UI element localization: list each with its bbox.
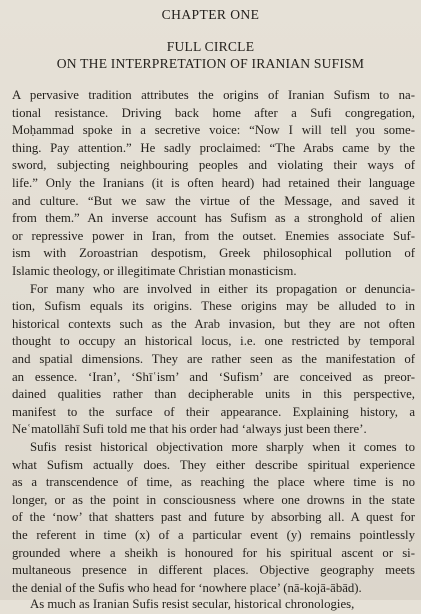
paragraph-1-line: from them.” An inverse account has Sufism as a stronghold of alien — [12, 211, 415, 225]
paragraph-3-line: what Sufism actually does. They either describe spiritual experience — [12, 458, 415, 472]
paragraph-2-line: manifest to the surface of their appearance. Explaining history, a — [12, 405, 415, 419]
paragraph-3-line: the referent in time (x) of a particular event (y) remains pointlessly — [12, 528, 415, 542]
paragraph-2-line: an essence. ‘Iran’, ‘Shīʿism’ and ‘Sufism’ are conceived as preor- — [12, 370, 415, 384]
paragraph-2-line: For many who are involved in either its propagation or denuncia- — [30, 282, 415, 296]
chapter-title-line-1: FULL CIRCLE — [166, 39, 255, 54]
paragraph-1-line: Islamic theology, or illegitimate Christian monasticism. — [12, 264, 297, 278]
paragraph-2-line: and spatial dimensions. They are rather seen as the manifestation of — [12, 352, 415, 366]
paragraph-1-line: life.” Only the Iranians (it is often heard) had retained their language — [12, 176, 415, 190]
paragraph-2-line: dained qualities rather than decipherable units in this perspective, — [12, 387, 415, 401]
paragraph-3-line: the denial of the Sufis who head for ‘nowhere place’ (nā-kojā-ābād). — [12, 581, 362, 595]
paragraph-4-line: As much as Iranian Sufis resist secular, historical chronologies, — [30, 597, 355, 611]
paragraph-3-line: grounded where a sheikh is honoured for his spiritual ascent or si- — [12, 546, 415, 560]
paragraph-1-line: sword, subjecting neighbouring peoples and violating their ways of — [12, 158, 415, 172]
paragraph-2-line: Neʿmatollāhī Sufi told me that his order had ‘always just been there’. — [12, 422, 367, 436]
chapter-label: CHAPTER ONE — [161, 7, 260, 22]
paragraph-3-line: multaneous presence in different places. Objective geography meets — [12, 563, 415, 577]
paragraph-1-line: ism with Zoroastrian despotism, Greek philosophical pollution of — [12, 246, 415, 260]
paragraph-3-line: as a transcendence of time, as reaching the place where time is no — [12, 475, 415, 489]
paragraph-1-line: or repressive power in Iran, from the outset. Enemies associate Suf- — [12, 229, 415, 243]
paragraph-3-line: longer, or as the point in consciousness where one drowns in the state — [12, 493, 415, 507]
paragraph-2-line: tion, Sufism equals its origins. These origins may be alluded to in — [12, 299, 415, 313]
chapter-title-line-2: ON THE INTERPRETATION OF IRANIAN SUFISM — [56, 56, 365, 71]
paragraph-3-line: Sufis resist historical objectivation more sharply when it comes to — [30, 440, 415, 454]
paragraph-1-line: A pervasive tradition attributes the origins of Iranian Sufism to na- — [12, 88, 415, 102]
paragraph-1-line: thing. Pay attention.” He sadly proclaimed: “The Arabs came by the — [12, 141, 415, 155]
paragraph-2-line: historical contexts such as the Arab invasion, but they are not often — [12, 317, 415, 331]
paragraph-1-line: and culture. “But we saw the virtue of the Message, and saved it — [12, 194, 415, 208]
paragraph-1-line: Moḥammad spoke in a secretive voice: “Now I will tell you some- — [12, 123, 415, 137]
paragraph-3-line: of the ‘now’ that shatters past and future by absorbing all. A quest for — [12, 510, 415, 524]
paragraph-2-line: thought to occupy an historical locus, i.e. one restricted by temporal — [12, 334, 415, 348]
paragraph-1-line: tional resistance. Driving back home after a Sufi congregation, — [12, 106, 415, 120]
